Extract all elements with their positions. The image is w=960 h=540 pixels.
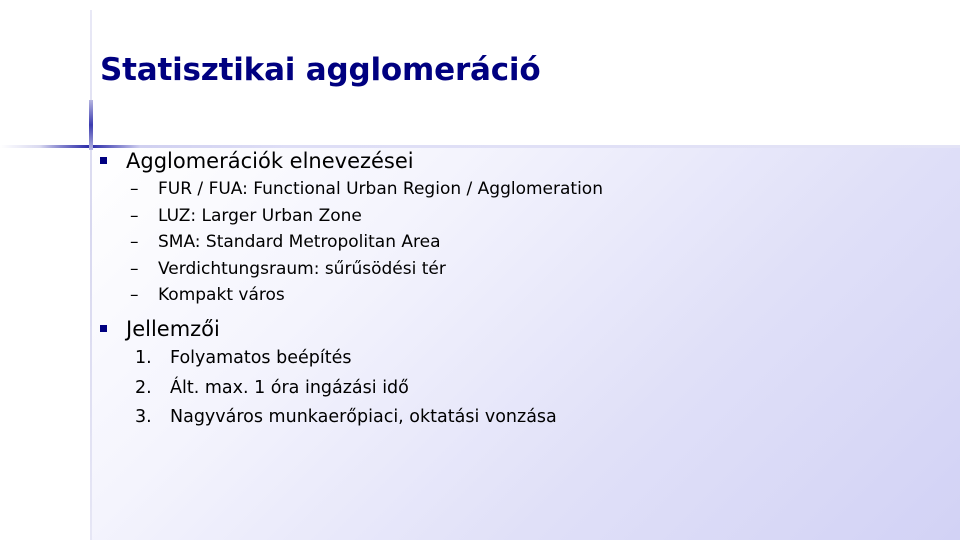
dash-marker: – <box>130 232 139 253</box>
slide-title: Statisztikai agglomeráció <box>100 52 541 88</box>
dash-marker: – <box>130 205 139 226</box>
vertical-divider <box>90 10 92 540</box>
dash-marker: – <box>130 179 139 199</box>
list-item-text: SMA: Standard Metropolitan Area <box>158 232 441 253</box>
list-item-text: Kompakt város <box>158 285 285 306</box>
square-bullet-icon <box>100 325 107 332</box>
dash-marker: – <box>130 258 139 279</box>
bullet-text: Jellemzői <box>126 316 220 341</box>
list-item-text: FUR / FUA: Functional Urban Region / Agglomeration <box>158 179 603 199</box>
numbered-item-text: Folyamatos beépítés <box>170 348 352 368</box>
numbered-item-text: Nagyváros munkaerőpiaci, oktatási vonzása <box>170 407 557 427</box>
item-number: 1. <box>135 348 152 368</box>
bullet-item <box>100 316 220 341</box>
square-bullet-icon <box>100 157 107 164</box>
item-number: 2. <box>135 377 152 398</box>
numbered-item-text: Ált. max. 1 óra ingázási idő <box>170 377 409 398</box>
item-number: 3. <box>135 407 152 427</box>
bullet-item <box>100 148 414 173</box>
list-item-text: LUZ: Larger Urban Zone <box>158 205 362 226</box>
bullet-text: Agglomerációk elnevezései <box>126 148 414 173</box>
list-item-text: Verdichtungsraum: sűrűsödési tér <box>158 258 446 279</box>
dash-marker: – <box>130 285 139 306</box>
vertical-accent <box>89 100 93 150</box>
